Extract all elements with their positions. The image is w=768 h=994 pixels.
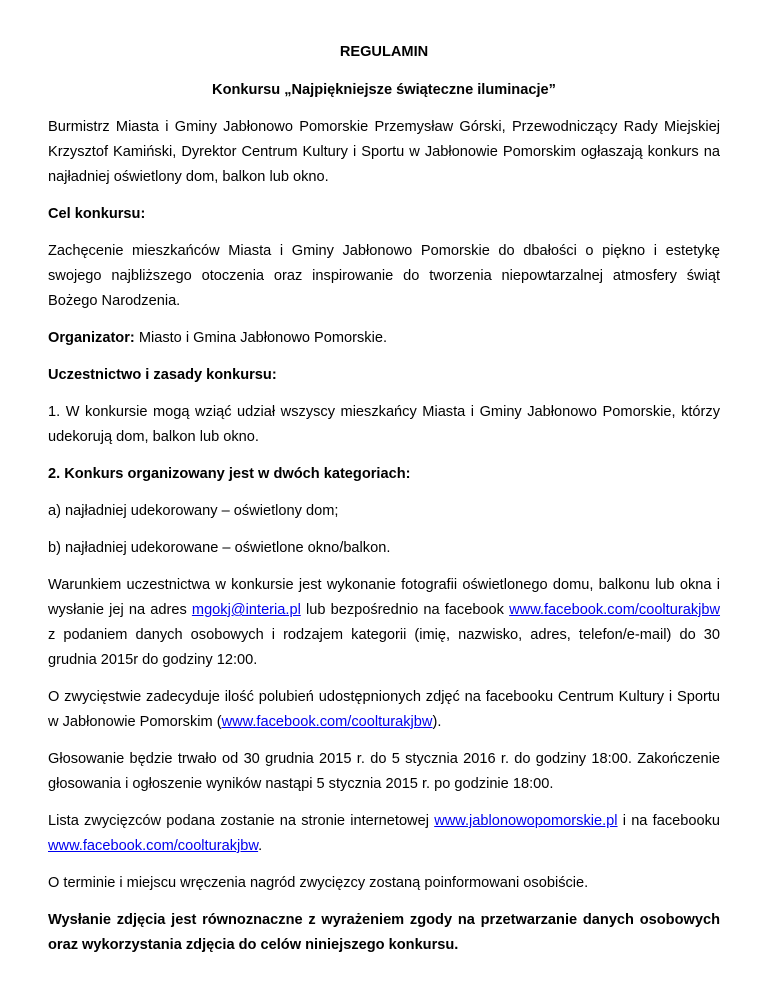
award-paragraph: O terminie i miejscu wręczenia nagród zwycięzcy zostaną poinformowani osobiście.: [48, 875, 589, 891]
conditions-text-3: z podaniem danych osobowych i rodzajem kategorii (imię, nazwisko, adres, telefon/e-mail) do 30 grudnia 2015r do godziny 12:00.: [48, 627, 720, 668]
facebook-link[interactable]: www.facebook.com/coolturakjbw: [48, 838, 259, 854]
conditions-text-2: lub bezpośrednio na facebook: [300, 602, 510, 618]
organizer-label: Organizator:: [48, 330, 135, 346]
facebook-link[interactable]: www.facebook.com/coolturakjbw: [221, 714, 433, 730]
winner-text-2: ).: [432, 714, 442, 730]
category-a: a) najładniej udekorowany – oświetlony dom;: [48, 503, 339, 519]
conditions-text-1: Warunkiem uczestnictwa w konkursie jest wykonanie fotografii oświetlonego domu, balkonu lub okna i wysłanie jej na adres: [48, 577, 720, 618]
goal-heading: Cel konkursu:: [48, 206, 146, 222]
conditions-paragraph: [48, 573, 720, 673]
organizer-text: Miasto i Gmina Jabłonowo Pomorskie.: [134, 330, 388, 346]
rule-1: 1. W konkursie mogą wziąć udział wszyscy mieszkańcy Miasta i Gminy Jabłonowo Pomorskie, którzy udekorują dom, balkon lub okno.: [48, 404, 720, 445]
organizer-paragraph: [48, 326, 720, 351]
goal-paragraph: Zachęcenie mieszkańców Miasta i Gminy Jabłonowo Pomorskie do dbałości o piękno i estetykę swojego najbliższego otoczenia oraz inspirowanie do tworzenia niepowtarzalnej atmosfery świąt Bożego Narodzenia.: [48, 243, 720, 309]
email-link[interactable]: mgokj@interia.pl: [191, 602, 301, 618]
document-title: REGULAMIN: [339, 44, 429, 60]
facebook-link[interactable]: www.facebook.com/coolturakjbw: [509, 602, 721, 618]
winners-list-paragraph: [48, 809, 720, 859]
rule-2-heading: 2. Konkurs organizowany jest w dwóch kategoriach:: [48, 466, 411, 482]
rules-heading: Uczestnictwo i zasady konkursu:: [48, 367, 277, 383]
list-text-1: Lista zwycięzców podana zostanie na stronie internetowej: [48, 813, 435, 829]
list-text-3: .: [258, 838, 263, 854]
winner-paragraph: [48, 685, 720, 735]
document-subtitle: Konkursu „Najpiękniejsze świąteczne iluminacje”: [212, 82, 556, 98]
consent-paragraph: Wysłanie zdjęcia jest równoznaczne z wyrażeniem zgody na przetwarzanie danych osobowych oraz wykorzystania zdjęcia do celów niniejszego konkursu.: [48, 912, 720, 953]
winner-text-1: O zwycięstwie zadecyduje ilość polubień udostępnionych zdjęć na facebooku Centrum Kultury i Sportu w Jabłonowie Pomorskim (: [48, 689, 720, 730]
website-link[interactable]: www.jablonowopomorskie.pl: [434, 813, 618, 829]
category-b: b) najładniej udekorowane – oświetlone okno/balkon.: [48, 540, 391, 556]
list-text-2: i na facebooku: [617, 813, 720, 829]
voting-paragraph: Głosowanie będzie trwało od 30 grudnia 2015 r. do 5 stycznia 2016 r. do godziny 18:00. Zakończenie głosowania i ogłoszenie wyników nastąpi 5 stycznia 2015 r. po godzinie 18:00.: [48, 751, 720, 792]
intro-paragraph: Burmistrz Miasta i Gminy Jabłonowo Pomorskie Przemysław Górski, Przewodniczący Rady Miejskiej Krzysztof Kamiński, Dyrektor Centrum Kultury i Sportu w Jabłonowie Pomorskim ogłaszają konkurs na najładniej oświetlony dom, balkon lub okno.: [48, 119, 720, 185]
